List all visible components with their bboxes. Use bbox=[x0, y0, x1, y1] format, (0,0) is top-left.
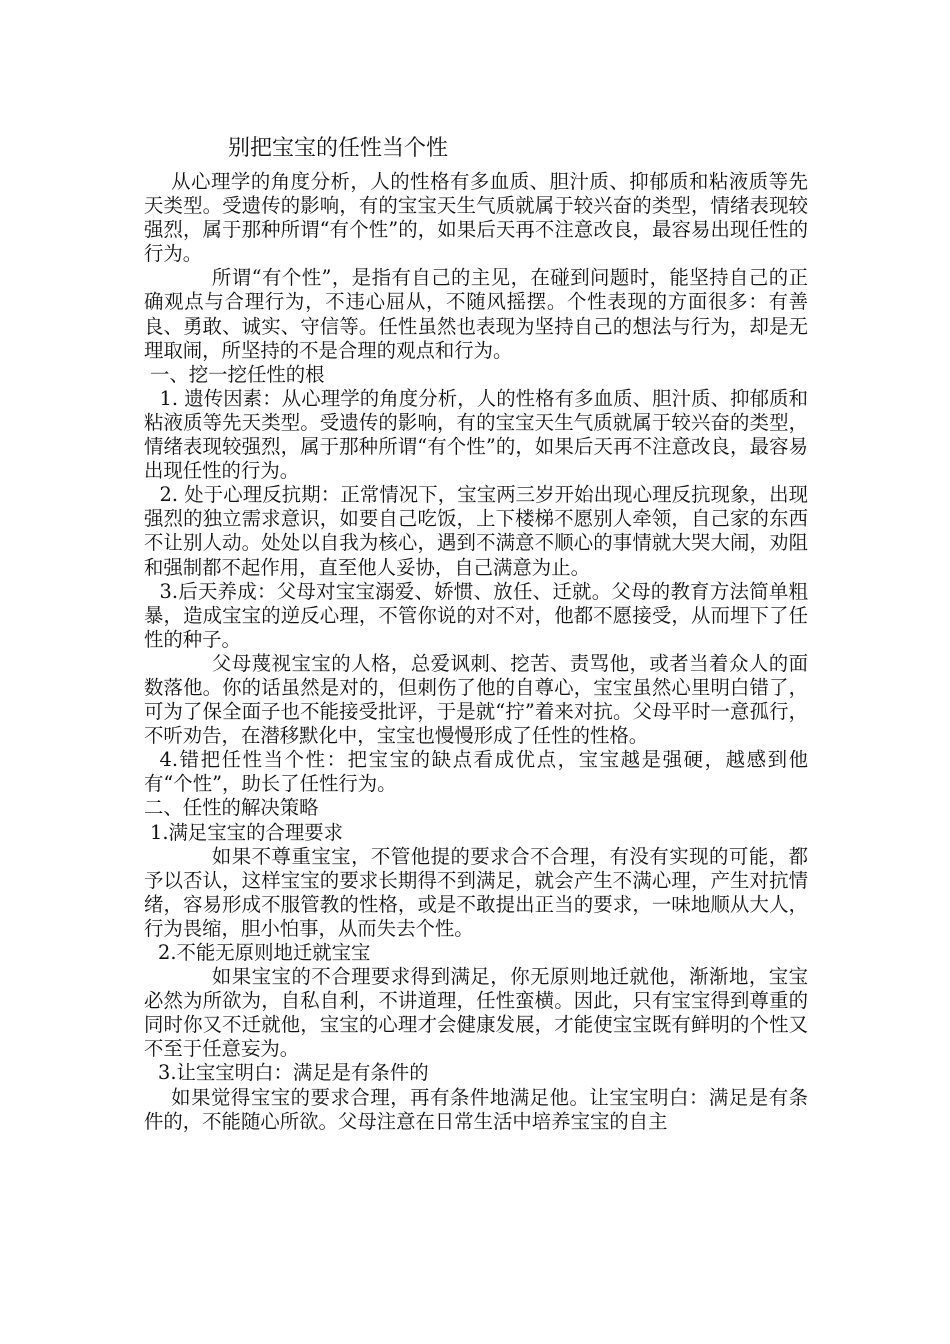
section-1-item-2: 2. 处于心理反抗期：正常情况下，宝宝两三岁开始出现心理反抗现象，出现强烈的独立需求意识，如要自己吃饭，上下楼梯不愿别人牵领，自己家的东西不让别人动。处处以自我为核心，遇到不满意不顺心的事情就大哭大闹，劝阻和强制都不起作用，直至他人妥协，自己满意为止。 bbox=[144, 483, 808, 579]
section-1-item-4: 4.错把任性当个性：把宝宝的缺点看成优点，宝宝越是强硬，越感到他有“个性”，助长了任性行为。 bbox=[144, 748, 808, 796]
section-2-item-2-heading: 2.不能无原则地迁就宝宝 bbox=[158, 941, 371, 964]
section-2-heading: 二、任性的解决策略 bbox=[144, 796, 319, 820]
section-1-item-3-paragraph-2: 父母蔑视宝宝的人格，总爱讽刺、挖苦、责骂他，或者当着众人的面数落他。你的话虽然是对的，但刺伤了他的自尊心，宝宝虽然心里明白错了，可为了保全面子也不能接受批评，于是就“拧”着来对抗。父母平时一意孤行，不听劝告，在潜移默化中，宝宝也慢慢形成了任性的性格。 bbox=[144, 651, 808, 748]
section-1-item-1: 1. 遗传因素：从心理学的角度分析，人的性格有多血质、胆汁质、抑郁质和粘液质等先天类型。受遗传的影响，有的宝宝天生气质就属于较兴奋的类型，情绪表现较强烈，属于那种所谓“有个性”的，如果后天再不注意改良，最容易出现任性的行为。 bbox=[144, 386, 808, 483]
section-2-item-1-heading: 1.满足宝宝的合理要求 bbox=[150, 820, 344, 844]
section-1-item-3: 3.后天养成：父母对宝宝溺爱、娇惯、放任、迁就。父母的教育方法简单粗暴，造成宝宝的逆反心理，不管你说的对不对，他都不愿接受，从而埋下了任性的种子。 bbox=[144, 579, 808, 651]
intro-paragraph-1: 从心理学的角度分析，人的性格有多血质、胆汁质、抑郁质和粘液质等先天类型。受遗传的影响，有的宝宝天生气质就属于较兴奋的类型，情绪表现较强烈，属于那种所谓“有个性”的，如果后天再不注意改良，最容易出现任性的行为。 bbox=[144, 170, 808, 266]
section-2-item-2-text: 如果宝宝的不合理要求得到满足，你无原则地迁就他，渐渐地，宝宝必然为所欲为，自私自利，不讲道理，任性蛮横。因此，只有宝宝得到尊重的同时你又不迁就他，宝宝的心理才会健康发展，才能使宝宝既有鲜明的个性又不至于任意妄为。 bbox=[144, 965, 808, 1061]
document-page bbox=[144, 132, 808, 1134]
section-2-item-3-text: 如果觉得宝宝的要求合理，再有条件地满足他。让宝宝明白：满足是有条件的，不能随心所欲。父母注意在日常生活中培养宝宝的自主 bbox=[144, 1085, 808, 1133]
section-2-item-1-text: 如果不尊重宝宝，不管他提的要求合不合理，有没有实现的可能，都予以否认，这样宝宝的要求长期得不到满足，就会产生不满心理，产生对抗情绪，容易形成不服管教的性格，或是不敢提出正当的要求，一味地顺从大人，行为畏缩，胆小怕事，从而失去个性。 bbox=[144, 844, 808, 940]
section-2-item-3-heading: 3.让宝宝明白：满足是有条件的 bbox=[158, 1061, 429, 1085]
intro-paragraph-2: 所谓“有个性”，是指有自己的主见，在碰到问题时，能坚持自己的正确观点与合理行为，不违心屈从，不随风摇摆。个性表现的方面很多：有善良、勇敢、诚实、守信等。任性虽然也表现为坚持自己的想法与行为，却是无理取闹，所坚持的不是合理的观点和行为。 bbox=[144, 266, 808, 362]
section-1-heading: 一、挖一挖任性的根 bbox=[150, 362, 325, 386]
document-title: 别把宝宝的任性当个性 bbox=[228, 136, 449, 161]
